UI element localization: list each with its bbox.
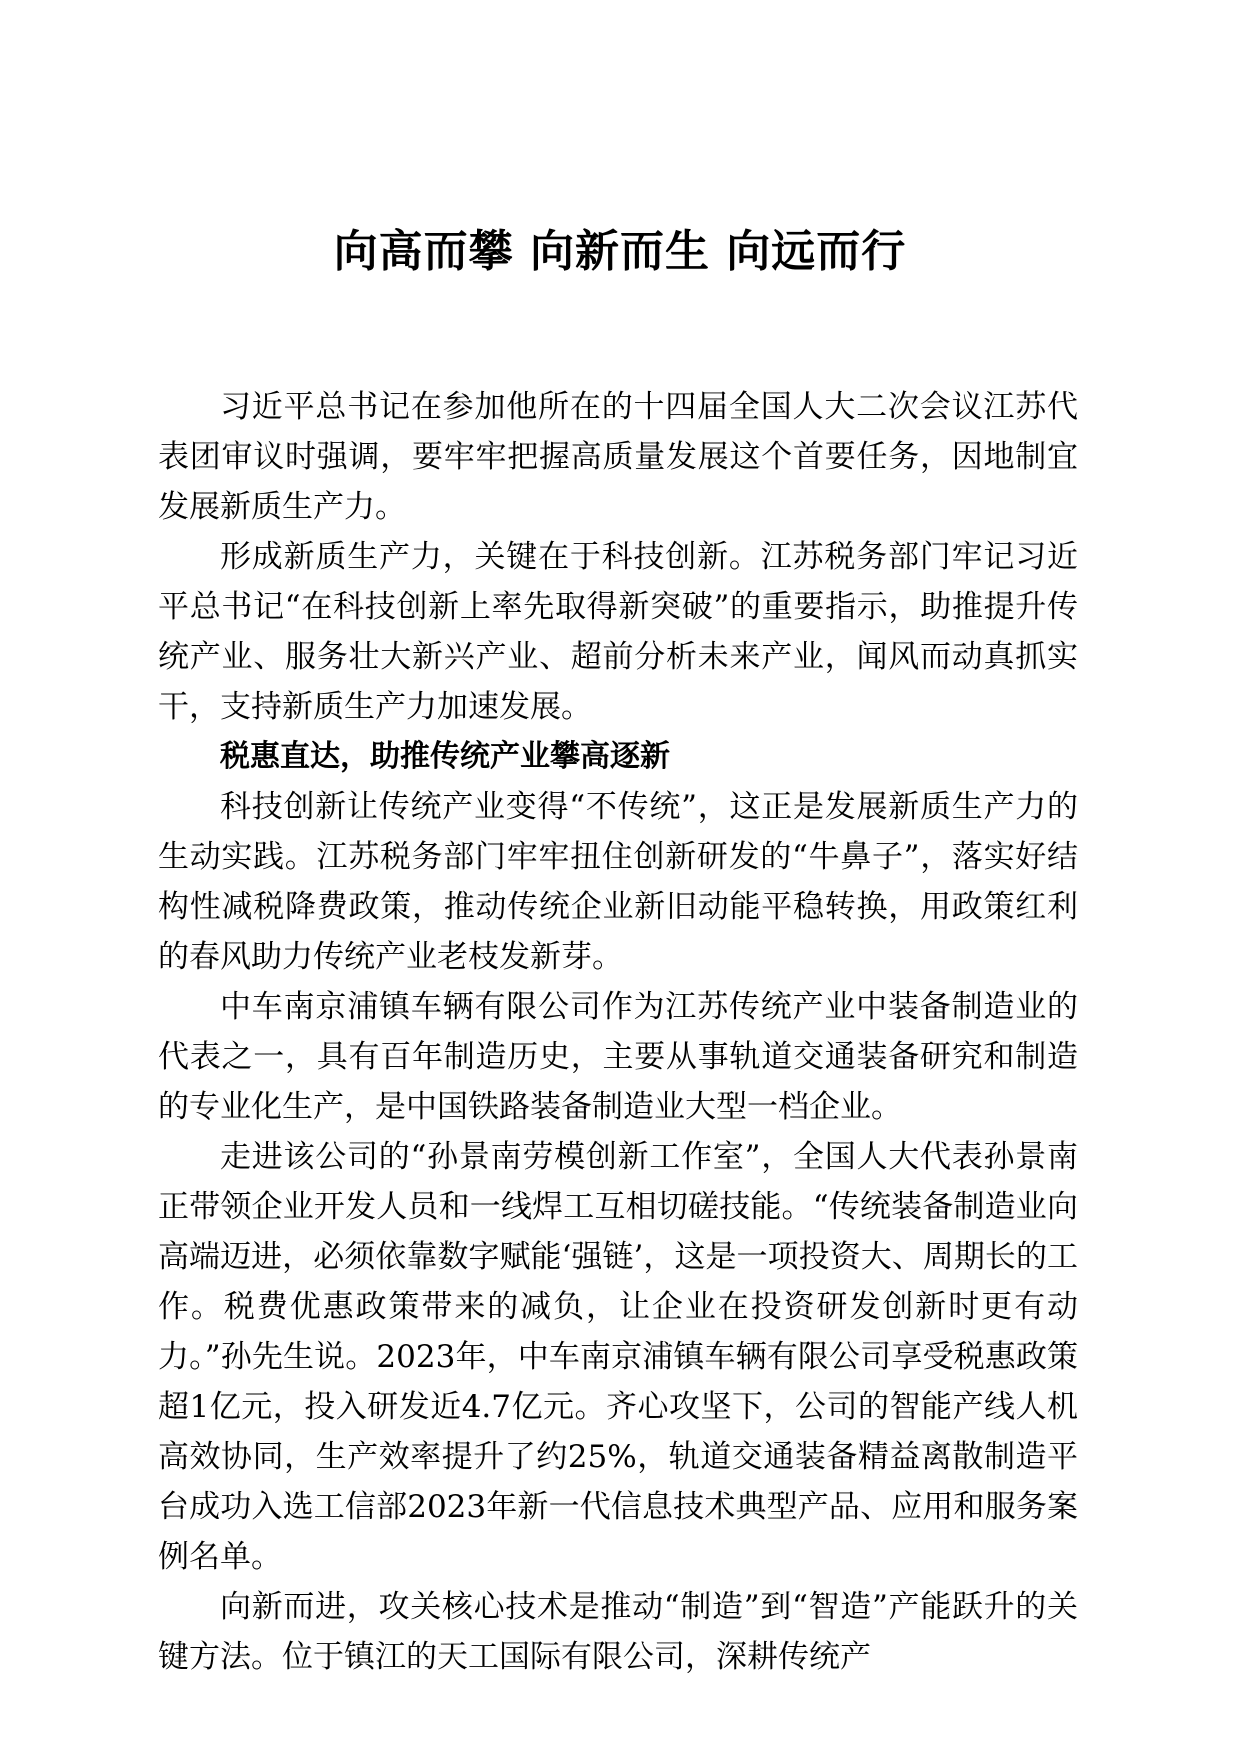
paragraph-intro: 习近平总书记在参加他所在的十四届全国人大二次会议江苏代表团审议时强调，要牢牢把握高质量发展这个首要任务，因地制宜发展新质生产力。 [158, 389, 1078, 525]
paragraph-tiangong: 向新而进，攻关核心技术是推动“制造”到“智造”产能跃升的关键方法。位于镇江的天工国际有限公司，深耕传统产 [158, 1589, 1078, 1675]
paragraph-innovation: 形成新质生产力，关键在于科技创新。江苏税务部门牢记习近平总书记“在科技创新上率先取得新突破”的重要指示，助推提升传统产业、服务壮大新兴产业、超前分析未来产业，闻风而动真抓实干，支持新质生产力加速发展。 [158, 539, 1078, 725]
paragraph-crrc-intro: 中车南京浦镇车辆有限公司作为江苏传统产业中装备制造业的代表之一，具有百年制造历史，主要从事轨道交通装备研究和制造的专业化生产，是中国铁路装备制造业大型一档企业。 [158, 989, 1078, 1125]
section-heading: 税惠直达，助推传统产业攀高逐新 [220, 739, 670, 774]
paragraph-traditional-industry: 科技创新让传统产业变得“不传统”，这正是发展新质生产力的生动实践。江苏税务部门牢牢扭住创新研发的“牛鼻子”，落实好结构性减税降费政策，推动传统企业新旧动能平稳转换，用政策红利的春风助力传统产业老枝发新芽。 [158, 789, 1078, 975]
page-title: 向高而攀 向新而生 向远而行 [333, 226, 907, 277]
article-body [158, 382, 1078, 1682]
paragraph-crrc-studio: 走进该公司的“孙景南劳模创新工作室”，全国人大代表孙景南正带领企业开发人员和一线焊工互相切磋技能。“传统装备制造业向高端迈进，必须依靠数字赋能‘强链’，这是一项投资大、周期长的工作。税费优惠政策带来的减负，让企业在投资研发创新时更有动力。”孙先生说。2023年，中车南京浦镇车辆有限公司享受税惠政策超1亿元，投入研发近4.7亿元。齐心攻坚下，公司的智能产线人机高效协同，生产效率提升了约25%，轨道交通装备精益离散制造平台成功入选工信部2023年新一代信息技术典型产品、应用和服务案例名单。 [158, 1139, 1078, 1575]
